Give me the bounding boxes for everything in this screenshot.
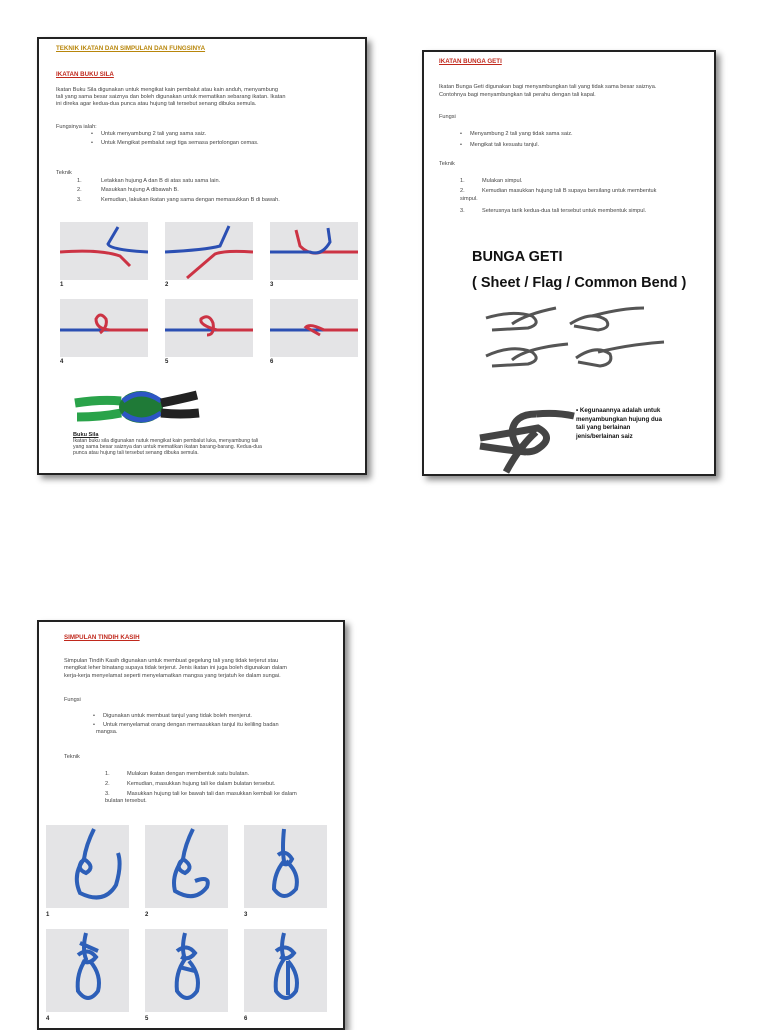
photo-number: 4 (46, 1016, 50, 1022)
teknik-label: Teknik (64, 754, 80, 760)
fungsi-item: • Mengikat tali kesuatu tanjul. (460, 142, 539, 149)
caption-line: Ikatan buku sila digunakan nutuk mengikat kain pembalut luka, menyambung tali (73, 438, 259, 444)
section-title: IKATAN BUNGA GETI (439, 58, 502, 65)
usage-note (576, 407, 662, 441)
teknik-step-cont: simpul. (460, 196, 478, 202)
photo-number: 1 (46, 912, 50, 918)
teknik-label: Teknik (439, 161, 455, 167)
teknik-step: Mulakan simpul. (482, 178, 523, 184)
fungsi-item: • Digunakan untuk membuat tanjul yang tidak boleh menjerut. (93, 713, 252, 720)
teknik-step: Mulakan ikatan dengan membentuk satu bulatan. (127, 771, 250, 777)
big-subtitle: ( Sheet / Flag / Common Bend ) (472, 275, 687, 291)
knot-step-photo (165, 222, 253, 280)
knot-step-photo (165, 299, 253, 357)
teknik-number: 3. (77, 197, 82, 203)
section-title: SIMPULAN TINDIH KASIH (64, 634, 140, 641)
photo-number: 6 (244, 1016, 248, 1022)
teknik-step: Letakkan hujung A dan B di atas satu sama lain. (101, 178, 221, 184)
fungsi-label: Fungsi (439, 114, 456, 120)
teknik-step: Kemudian masukkan hujung tali B supaya bersilang untuk membentuk (482, 188, 657, 194)
knot-step-photo (46, 929, 129, 1012)
fungsi-item-cont: mangsa. (96, 729, 118, 735)
fungsi-label: Fungsinya ialah: (56, 124, 97, 130)
knot-step-photo (145, 825, 228, 908)
fungsi-label: Fungsi (64, 697, 81, 703)
photo-number: 3 (244, 912, 248, 918)
fungsi-item: • Menyambung 2 tali yang tidak sama saiz. (460, 131, 573, 138)
photo-number: 2 (145, 912, 149, 918)
photo-number: 6 (270, 359, 274, 365)
caption-line: yang sama besar saiznya dan untuk mematikan ikatan barang-barang. Kedua-dua (73, 444, 262, 450)
note-line: menyambungkan hujung dua (576, 415, 662, 423)
intro-line: kerja-kerja menyelamat seperti menyelamatkan mangsa yang terjatuh ke dalam sungai. (64, 673, 281, 679)
fungsi-item: • Untuk menyelamat orang dengan memasukkan tanjul itu keliling badan (93, 722, 279, 729)
teknik-number: 3. (460, 208, 465, 214)
intro-line: mengikat leher binatang supaya tidak terjerut. Jenis ikatan ini juga boleh digunakan dalam (64, 665, 287, 671)
teknik-step-cont: bulatan tersebut. (105, 798, 147, 804)
intro-line: Ikatan Bunga Geti digunakan bagi menyambungkan tali yang tidak sama besar saiznya. (439, 84, 657, 90)
teknik-step: Masukkan hujung tali ke bawah tali dan masukkan kembali ke dalam (127, 791, 297, 797)
document-page-ikatan-bunga-geti (422, 50, 716, 476)
photo-number: 1 (60, 282, 64, 288)
doc-title: TEKNIK IKATAN DAN SIMPULAN DAN FUNGSINYA (56, 45, 206, 52)
intro-line: Ikatan Buku Sila digunakan untuk mengikat kain pembalut atau kain anduh, menyambung (56, 87, 279, 93)
big-title: BUNGA GETI (472, 249, 563, 265)
fungsi-item: • Untuk menyambung 2 tali yang sama saiz. (91, 131, 206, 138)
intro-line: tali yang sama besar saiznya dan boleh digunakan untuk mematikan sebarang ikatan. Ikatan (56, 94, 286, 100)
intro-line: ini direka agar kedua-dua punca atau hujung tali tersebut senang dibuka semula. (56, 101, 257, 107)
teknik-number: 1. (77, 178, 82, 184)
photo-number: 3 (270, 282, 274, 288)
note-line: tali yang berlainan (576, 424, 631, 432)
document-page-ikatan-buku-sila (37, 37, 367, 475)
teknik-number: 3. (105, 791, 110, 797)
teknik-number: 1. (460, 178, 465, 184)
teknik-step: Kemudian, masukkan hujung tali ke dalam bulatan tersebut. (127, 781, 276, 787)
teknik-number: 2. (105, 781, 110, 787)
intro-line: Contohnya bagi menyambungkan tali perahu dengan tali kapal. (439, 92, 596, 98)
intro-line: Simpulan Tindih Kasih digunakan untuk membuat gegelung tali yang tidak terjerut stau (64, 658, 279, 664)
knot-step-photo (46, 825, 129, 908)
photo-number: 4 (60, 359, 64, 365)
section-title: IKATAN BUKU SILA (56, 71, 114, 78)
caption-title: Buku Sila (73, 432, 99, 438)
sheet-bend-drawing (482, 304, 672, 376)
fungsi-item: • Untuk Mengikat pembalut segi tiga semasa pertolongan cemas. (91, 140, 259, 147)
teknik-step: Seterusnya tarik kedua-dua tali tersebut untuk membentuk simpul. (482, 208, 647, 214)
knot-step-photo (244, 929, 327, 1012)
teknik-step: Masukkan hujung A dibawah B. (101, 187, 179, 193)
reef-knot-photo (71, 383, 203, 431)
note-line: • Kegunaannya adalah untuk (576, 407, 661, 414)
knot-step-photo (60, 299, 148, 357)
knot-step-photo (145, 929, 228, 1012)
photo-number: 5 (145, 1016, 149, 1022)
note-line: jenis/berlainan saiz (576, 432, 633, 440)
teknik-step: Kemudian, lakukan ikatan yang sama dengan memasukkan B di bawah. (101, 197, 280, 203)
knot-step-photo (244, 825, 327, 908)
teknik-number: 1. (105, 771, 110, 777)
photo-number: 5 (165, 359, 169, 365)
teknik-number: 2. (77, 187, 82, 193)
caption-line: punca atau hujung tali tersebut senang dibuka semula. (73, 450, 199, 456)
document-page-simpulan-tindih-kasih (37, 620, 345, 1030)
knot-step-photo (60, 222, 148, 280)
photo-number: 2 (165, 282, 169, 288)
sheet-bend-large-drawing (476, 402, 576, 474)
knot-step-photo (270, 299, 358, 357)
teknik-number: 2. (460, 188, 465, 194)
knot-step-photo (270, 222, 358, 280)
teknik-label: Teknik (56, 170, 72, 176)
